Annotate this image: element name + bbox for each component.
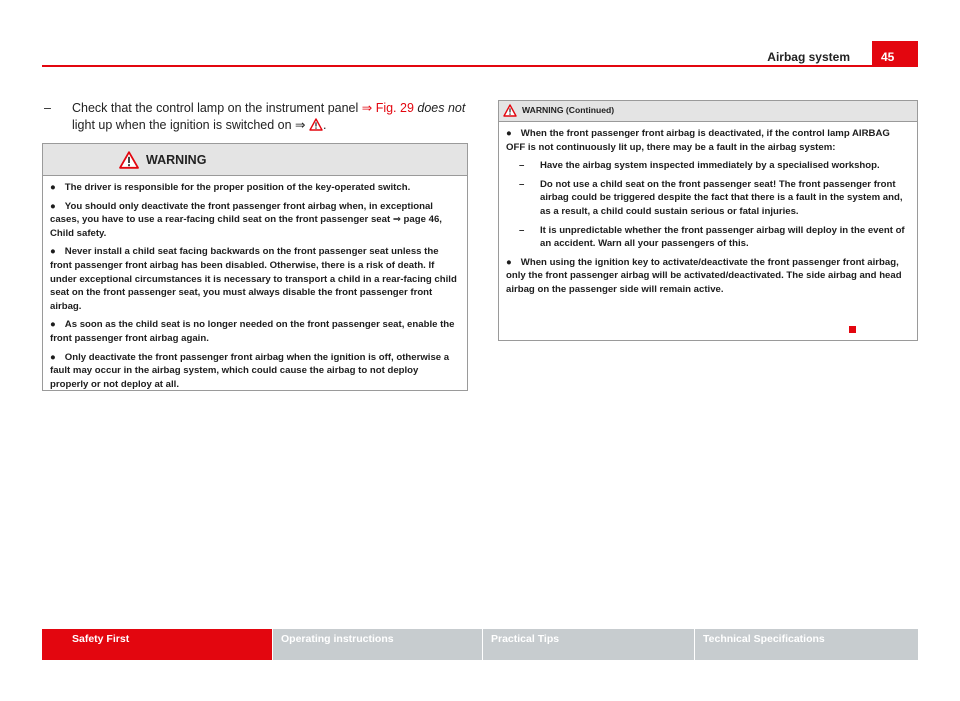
page-reference-link[interactable]: ⇒ page 46, Child safety. <box>50 214 442 239</box>
step-text: Check that the control lamp on the instrument panel <box>72 101 362 115</box>
footer-tab-operating-instructions[interactable]: Operating instructions <box>273 629 482 660</box>
header-rule <box>42 65 918 67</box>
warning-title: WARNING (Continued) <box>522 105 615 115</box>
page-number: 45 <box>872 41 918 67</box>
step-dash: – <box>44 101 51 115</box>
warning-body <box>43 176 467 391</box>
warning-box-header <box>499 101 917 122</box>
step-text-cont: light up when the ignition is switched on ⇒ <box>72 118 309 132</box>
warning-box-continued <box>498 100 918 341</box>
step-text-end: . <box>323 118 327 132</box>
footer-tab-practical-tips[interactable]: Practical Tips <box>483 629 694 660</box>
warning-item: ● You should only deactivate the front passenger front airbag when, in exceptional cases, you have to use a rear-facing child seat on the front passenger seat ⇒ page 46, Child safety. <box>50 200 442 239</box>
warning-subitem: – It is unpredictable whether the front passenger airbag will deploy in the event of an accident. Warn all your passengers of this. <box>519 224 905 250</box>
warning-triangle-icon <box>503 104 517 122</box>
step-emphasis: does not <box>417 101 466 115</box>
warning-item: ● Never install a child seat facing backwards on the front passenger seat unless the front passenger front airbag has been disabled. Otherwise, there is a risk of death. If under exceptional circumstances it is necessary to transport a child in a rear-facing child seat on the front passenger seat, you must always disable the front passenger front airbag. <box>50 246 457 312</box>
warning-item: ● The driver is responsible for the proper position of the key-operated switch. <box>50 182 411 193</box>
warning-item: ● When the front passenger front airbag is deactivated, if the control lamp AIRBAG OFF is not continuously lit up, there may be a fault in the airbag system: <box>506 128 890 153</box>
warning-body <box>499 122 917 297</box>
warning-ref-icon[interactable] <box>309 118 323 136</box>
footer-tab-safety-first[interactable]: Safety First <box>42 629 272 660</box>
running-header-title: Airbag system <box>767 50 850 64</box>
figure-reference-link[interactable]: ⇒ Fig. 29 <box>361 101 414 115</box>
footer-tab-technical-specifications[interactable]: Technical Specifications <box>695 629 918 660</box>
warning-item: ● When using the ignition key to activate/deactivate the front passenger front airbag, only the front passenger airbag will be activated/deactivated. The side airbag and head airbag on the passenger side will remain active. <box>506 256 902 295</box>
section-end-marker <box>849 326 856 333</box>
warning-subitem: – Do not use a child seat on the front passenger seat! The front passenger front airbag could be triggered despite the fact that there is a fault in the system and, as a result, a child could sustain serious or fatal injuries. <box>519 178 903 217</box>
warning-item: ● As soon as the child seat is no longer needed on the front passenger seat, enable the front passenger front airbag again. <box>50 319 455 344</box>
instruction-step <box>44 100 474 136</box>
warning-item: ● Only deactivate the front passenger front airbag when the ignition is off, otherwise a fault may occur in the airbag system, which could cause the airbag to not deploy properly or not deploy at all. <box>50 351 450 390</box>
warning-box <box>42 143 468 391</box>
warning-subitem: – Have the airbag system inspected immediately by a specialised workshop. <box>519 160 880 172</box>
warning-box-header <box>43 144 467 176</box>
warning-title: WARNING <box>146 153 207 167</box>
warning-triangle-icon <box>119 151 139 174</box>
